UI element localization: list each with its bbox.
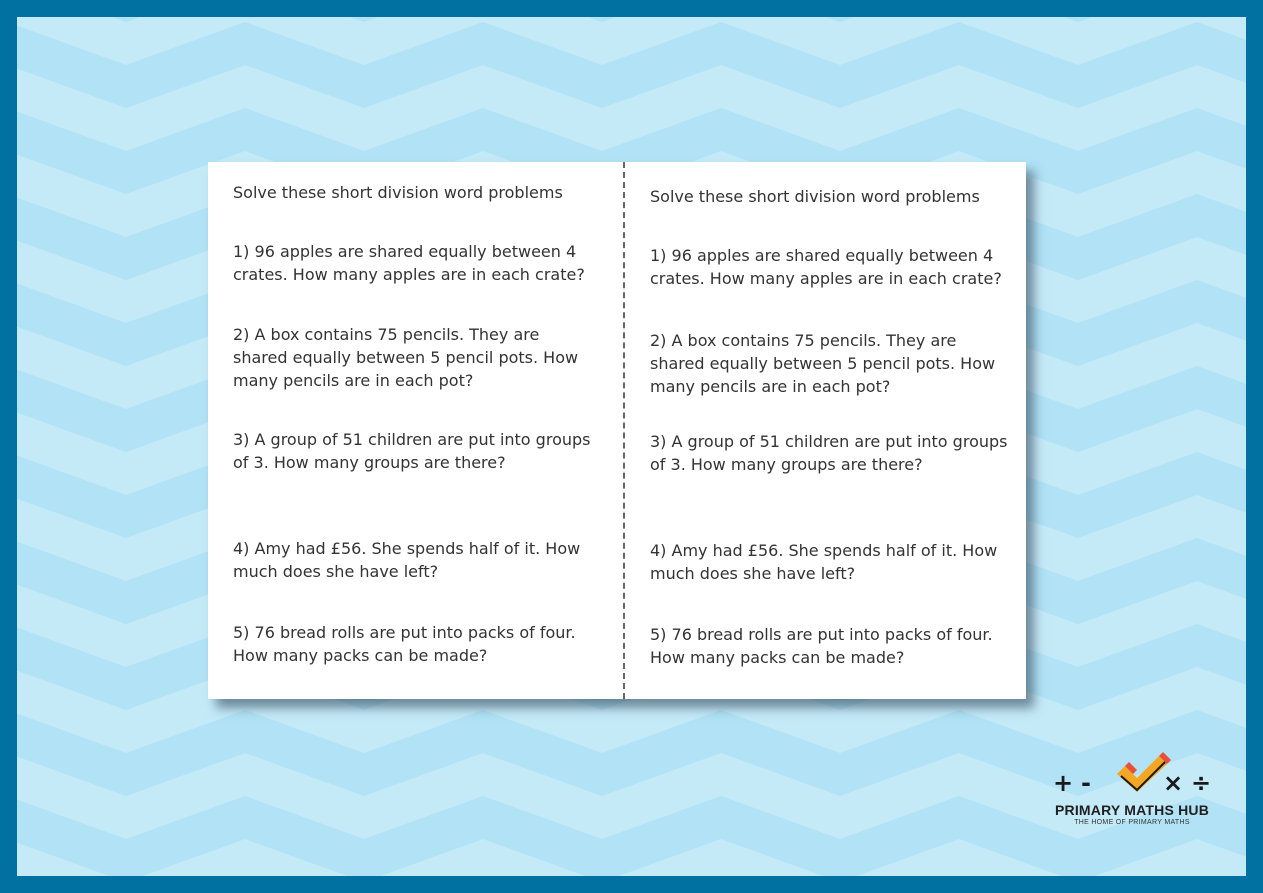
worksheet-card (208, 162, 1026, 699)
minus-symbol: - (1081, 769, 1091, 797)
question-4: 4) Amy had £56. She spends half of it. How much does she have left? (650, 541, 998, 583)
plus-symbol: + (1053, 769, 1074, 797)
divide-symbol: ÷ (1191, 769, 1212, 797)
background (17, 17, 1246, 876)
cut-line-divider (623, 162, 625, 699)
question-5: 5) 76 bread rolls are put into packs of four. How many packs can be made? (233, 623, 576, 665)
question-1: 1) 96 apples are shared equally between 4 crates. How many apples are in each crate? (233, 242, 585, 284)
logo-name: PRIMARY MATHS HUB (1054, 802, 1210, 818)
worksheet-heading: Solve these short division word problems (233, 183, 563, 202)
question-2: 2) A box contains 75 pencils. They are shared equally between 5 pencil pots. How many pencils are in each pot? (650, 331, 996, 396)
check-icon (1113, 752, 1173, 794)
question-4: 4) Amy had £56. She spends half of it. How much does she have left? (233, 539, 581, 581)
question-3: 3) A group of 51 children are put into groups of 3. How many groups are there? (233, 430, 591, 472)
question-5: 5) 76 bread rolls are put into packs of four. How many packs can be made? (650, 625, 993, 667)
primary-maths-hub-logo (1037, 752, 1227, 832)
question-3: 3) A group of 51 children are put into groups of 3. How many groups are there? (650, 432, 1008, 474)
question-2: 2) A box contains 75 pencils. They are shared equally between 5 pencil pots. How many pencils are in each pot? (233, 325, 579, 390)
question-1: 1) 96 apples are shared equally between 4 crates. How many apples are in each crate? (650, 246, 1002, 288)
worksheet-heading: Solve these short division word problems (650, 187, 980, 206)
times-symbol: × (1163, 769, 1184, 797)
logo-tagline: THE HOME OF PRIMARY MATHS (1074, 819, 1190, 826)
